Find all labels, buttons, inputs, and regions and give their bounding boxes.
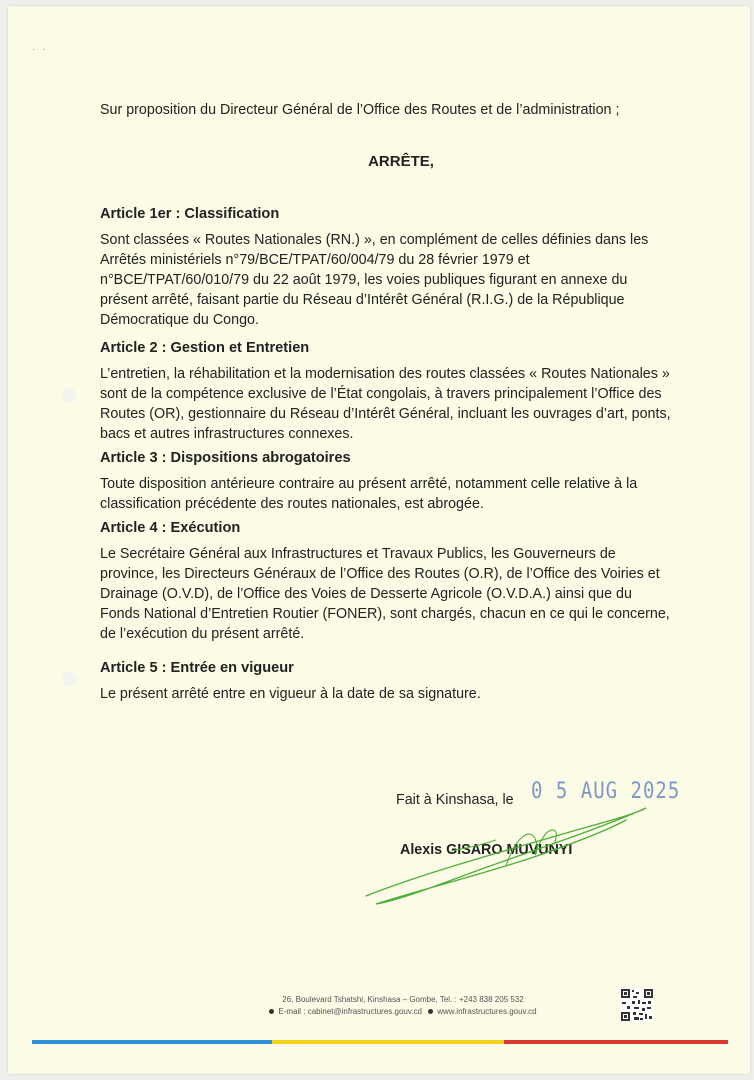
punch-hole-top [62, 388, 76, 402]
article-3 [100, 448, 672, 514]
bullet-icon [269, 1009, 274, 1014]
bullet-icon [428, 1009, 433, 1014]
decision-title: ARRÊTE, [368, 153, 434, 170]
footer-email: E-mail : cabinet@infrastructures.gouv.cd [278, 1007, 422, 1016]
article-title: Article 5 : Entrée en vigueur [100, 660, 294, 676]
qr-code-icon [620, 988, 654, 1022]
article-title: Article 4 : Exécution [100, 520, 241, 536]
article-text: Le Secrétaire Général aux Infrastructures et Travaux Publics, les Gouverneurs de province, les Directeurs Généraux de l’Office des Routes (O.R), de l’Office des Voiries et Drainage (O.V.D), de l’Office des Voies de Desserte Agricole (O.V.D.A.) ainsi que du Fonds National d’Entretien Routier (FONER), sont chargés, chacun en ce qui le concerne, de l’exécution du présent arrêté. [100, 546, 670, 642]
document-page [8, 6, 750, 1074]
article-5 [100, 658, 672, 704]
handwritten-signature-icon [356, 796, 656, 916]
intro-paragraph: Sur proposition du Directeur Général de l’Office des Routes et de l’administration ; [100, 102, 620, 118]
article-text: L’entretien, la réhabilitation et la modernisation des routes classées « Routes Nationales » sont de la compétence exclusive de l’État congolais, à travers principalement l’Office des Routes (OR), gestionnaire du Réseau d’Intérêt Général, incluant les ouvrages d’art, ponts, bacs et autres infrastructures connexes. [100, 366, 671, 442]
article-1 [100, 204, 672, 330]
article-title: Article 2 : Gestion et Entretien [100, 340, 310, 356]
article-2 [100, 338, 672, 444]
flag-stripe-yellow [272, 1040, 504, 1044]
punch-hole-bottom [62, 672, 76, 686]
article-text: Sont classées « Routes Nationales (RN.) », en complément de celles définies dans les Arrêtés ministériels n°79/BCE/TPAT/60/004/79 du 28 février 1979 et n°BCE/TPAT/60/010/79 du 22 août 1979, les voies publiques figurant en annexe du présent arrêté, faisant partie du Réseau d’Intérêt Général (R.I.G.) de la République Démocratique du Congo. [100, 232, 649, 328]
date-stamp: 0 5 AUG 2025 [531, 778, 681, 804]
footer-contact [238, 1006, 568, 1018]
article-text: Toute disposition antérieure contraire au présent arrêté, notamment celle relative à la classification précédente des routes nationales, est abrogée. [100, 476, 638, 512]
article-title: Article 3 : Dispositions abrogatoires [100, 450, 351, 466]
place-and-date-label: Fait à Kinshasa, le [396, 792, 514, 808]
document-body [100, 100, 672, 712]
signer-name: Alexis GISARO MUVUNYI [400, 842, 573, 858]
flag-stripe-blue [32, 1040, 272, 1044]
scan-mark: · · [32, 44, 48, 55]
footer-website: www.infrastructures.gouv.cd [437, 1007, 537, 1016]
article-text: Le présent arrêté entre en vigueur à la date de sa signature. [100, 686, 481, 702]
footer-address: 26, Boulevard Tshatshi, Kinshasa – Gombe, Tel. : +243 838 205 532 [282, 995, 524, 1004]
page-footer [238, 994, 568, 1018]
article-4 [100, 518, 672, 644]
article-title: Article 1er : Classification [100, 206, 280, 222]
flag-stripe-red [504, 1040, 728, 1044]
